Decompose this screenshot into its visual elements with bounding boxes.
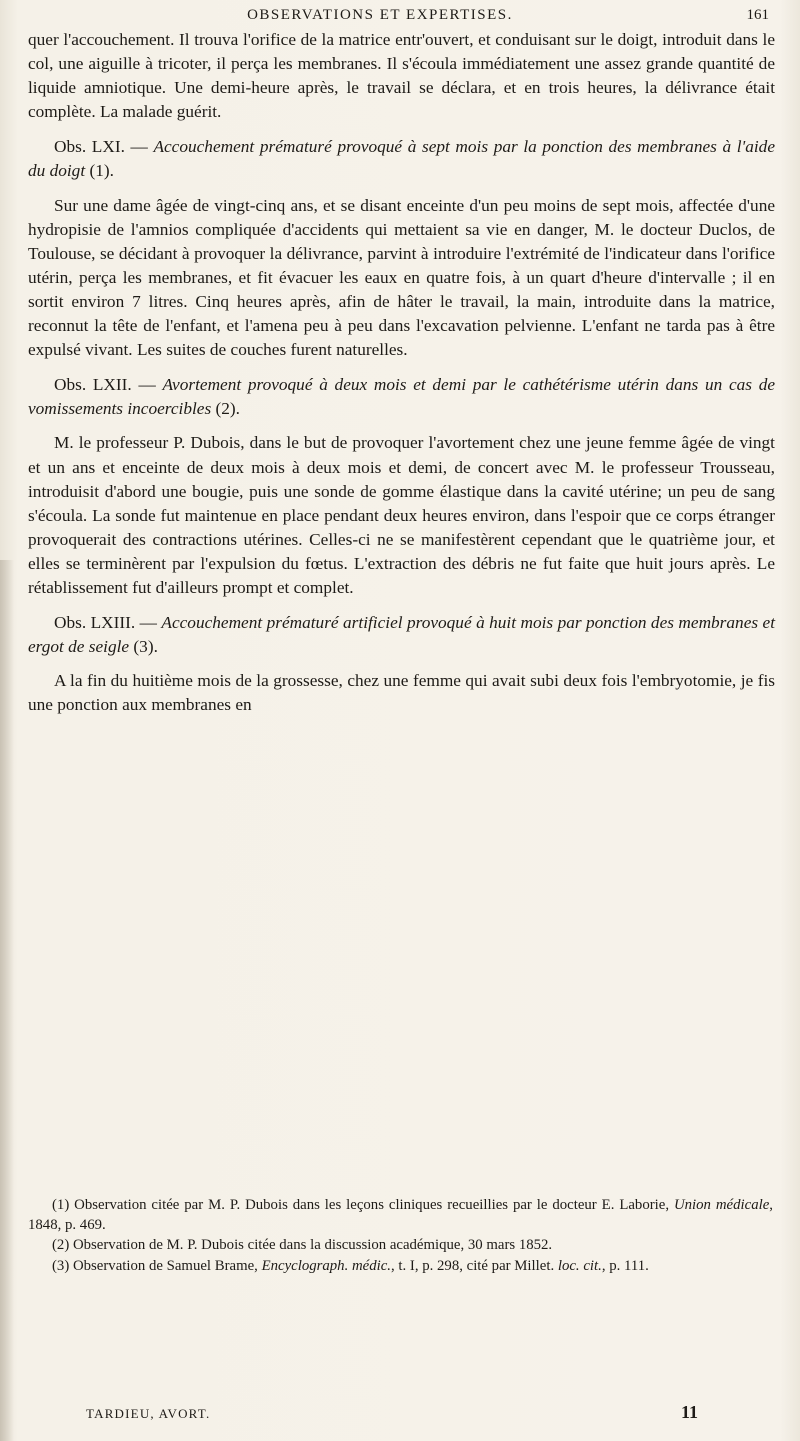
observation-label: Obs. LXI. — — [54, 137, 154, 157]
footnote-text: , p. 111. — [601, 1257, 649, 1274]
footnote-ref: (3). — [129, 637, 158, 657]
sheet-number: 11 — [680, 1402, 698, 1422]
observation-heading-61 — [28, 135, 775, 183]
running-head: OBSERVATIONS ET EXPERTISES. — [247, 7, 513, 23]
page-footer — [86, 1402, 746, 1426]
page-number: 161 — [746, 7, 769, 23]
observation-title: Accouchement prématuré provoqué à sept mois par la ponction des membranes à l'aide du doigt — [28, 137, 775, 181]
footnote-text: , 1848, p. 469. — [28, 1197, 773, 1233]
main-text — [28, 28, 775, 723]
footnote-ref: (2). — [211, 399, 240, 419]
footnote-text: (3) Observation de Samuel Brame, — [52, 1257, 262, 1274]
observation-title: Avortement provoqué à deux mois et demi par le cathétérisme utérin dans un cas de vomissements incoercibles — [28, 375, 775, 419]
footnote-3 — [28, 1257, 773, 1277]
footnotes — [28, 1196, 773, 1277]
observation-heading-62 — [28, 373, 775, 421]
footnote-loc-cit: loc. cit. — [557, 1257, 602, 1274]
footnote-text: (1) Observation citée par M. P. Dubois dans les leçons cliniques recueillies par le docteur E. Laborie, — [52, 1197, 674, 1213]
footnote-ref: (1). — [85, 161, 114, 181]
observation-label: Obs. LXIII. — — [54, 613, 162, 633]
footnote-journal: Union médicale — [673, 1197, 770, 1213]
binding-shadow — [0, 560, 14, 1441]
observation-heading-63 — [28, 611, 775, 659]
observation-label: Obs. LXII. — — [54, 375, 163, 395]
footnote-journal: Encyclograph. médic. — [261, 1257, 391, 1274]
footnote-text: , t. I, p. 298, cité par Millet. — [391, 1257, 558, 1274]
observation-body-63: A la fin du huitième mois de la grossesse, chez une femme qui avait subi deux fois l'embryotomie, je fis une ponction aux membranes en — [28, 671, 775, 715]
observation-body-61: Sur une dame âgée de vingt-cinq ans, et se disant enceinte d'un peu moins de sept mois, affectée d'une hydropisie de l'amnios compliquée d'accidents qui mettaient sa vie en danger, M. le docteur Duclos, de Toulouse, se décidant à provoquer la délivrance, parvint à introduire l'extrémité de l'indicateur dans l'orifice utérin, perça les membranes, et fit évacuer les eaux en quatre fois, à un quart d'heure d'intervalle ; il en sortit environ 7 litres. Cinq heures après, afin de hâter le travail, la main, introduite dans la matrice, reconnut la tête de l'enfant, et l'amena peu à peu dans l'excavation pelvienne. L'enfant ne tarda pas à être expulsé vivant. Les suites de couches furent naturelles. — [28, 195, 775, 360]
printer-signature: TARDIEU, AVORT. — [86, 1406, 211, 1421]
footnote-1 — [28, 1196, 773, 1235]
observation-title: Accouchement prématuré artificiel provoqué à huit mois par ponction des membranes et ergot de seigle — [28, 613, 776, 657]
footnote-2: (2) Observation de M. P. Dubois citée dans la discussion académique, 30 mars 1852. — [52, 1237, 553, 1254]
paragraph-continuation: quer l'accouchement. Il trouva l'orifice de la matrice entr'ouvert, et conduisant sur le doigt, introduit dans le col, une aiguille à tricoter, il perça les membranes. Il s'écoula immédiatement une assez grande quantité de liquide amniotique. Une demi-heure après, le travail se déclara, et en trois heures, la délivrance était complète. La malade guérit. — [28, 30, 775, 122]
page-header — [30, 5, 775, 27]
observation-body-62: M. le professeur P. Dubois, dans le but de provoquer l'avortement chez une jeune femme âgée de vingt et un ans et enceinte de deux mois à deux mois et demi, de concert avec M. le professeur Trousseau, introduisit d'abord une bougie, puis une sonde de gomme élastique dans la cavité utérine; un peu de sang s'écoula. La sonde fut maintenue en place pendant deux heures environ, dans l'espoir que ce corps étranger provoquerait des contractions utérines. Celles-ci ne se manifestèrent cependant que le quatrième jour, et elles se terminèrent par l'expulsion du fœtus. L'extraction des débris ne fut faite que huit jours après. Le rétablissement fut d'ailleurs prompt et complet. — [28, 433, 775, 597]
